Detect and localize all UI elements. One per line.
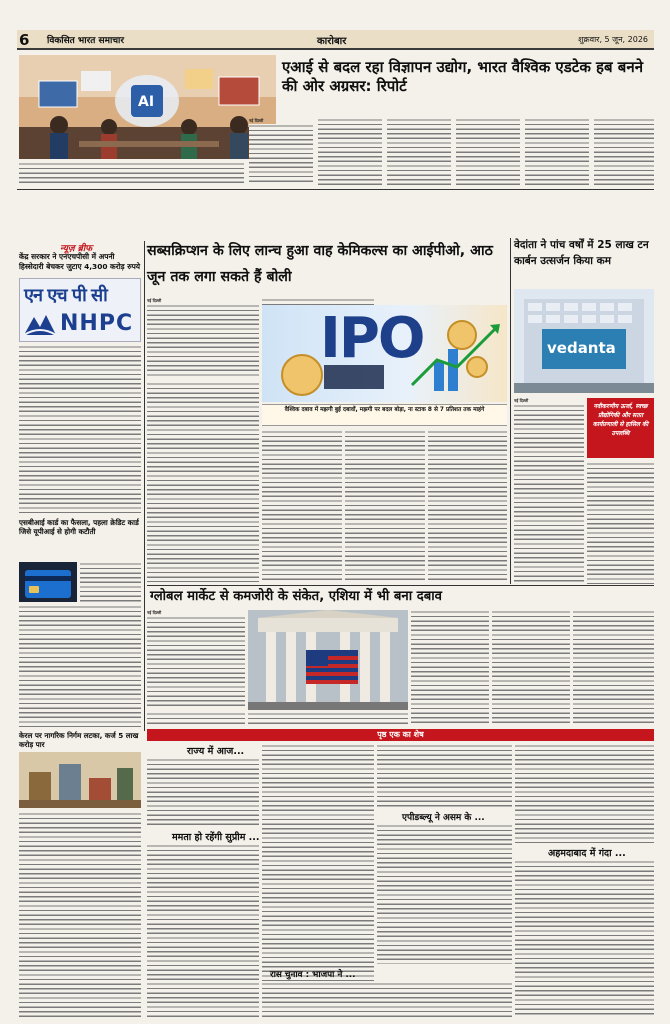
center-story-col-2 [262, 430, 342, 582]
ipo-illustration [262, 305, 507, 402]
cont-col3-sub: अहमदाबाद में गंदा ... [548, 848, 626, 859]
ipo-letters: IPO [320, 306, 424, 371]
nhpc-logo [19, 278, 141, 342]
section-name: कारोबार [317, 36, 347, 47]
cont-col2-sub1: एपीडब्ल्यू ने असम के ... [402, 813, 485, 823]
top-story-col-1 [249, 118, 313, 186]
kerala-body [19, 812, 141, 1017]
global-col-1b [147, 712, 245, 724]
vedanta-pullquote-text: नवीकरणीय ऊर्जा, स्वच्छ प्रौद्योगिकी और सतत कार्यप्रणाली से हासिल की उपलब्धि [592, 403, 649, 437]
sbi-card-body-right [80, 562, 141, 602]
left-column-rule [144, 241, 145, 731]
global-dateline: नई दिल्ली [147, 610, 162, 615]
top-story-left-text [19, 162, 244, 186]
global-col-3 [411, 610, 489, 724]
cont-col3-text-a [377, 744, 512, 808]
credit-card-icon [19, 562, 77, 602]
center-story-lead [147, 298, 259, 378]
sbi-card-body [19, 605, 141, 727]
vedanta-dateline: नई दिल्ली [514, 398, 529, 403]
sbi-card-image [19, 562, 77, 602]
kerala-headline: केरल पर नागरिक निर्गम लटका, कर्ज 5 लाख करोड़ पार [19, 731, 139, 750]
cont-col4-text-b [515, 860, 654, 1017]
issue-date: शुक्रवार, 5 जून, 2026 [578, 35, 648, 44]
publication-name: विकसित भारत समाचार [47, 36, 125, 46]
stock-exchange-building [248, 610, 408, 710]
svg-text:AI: AI [138, 94, 155, 110]
cont-col3-text-b [377, 824, 512, 964]
top-story-dateline: नई दिल्ली [249, 118, 264, 123]
ai-adtech-illustration [19, 55, 276, 159]
nhpc-logo-english: NHPC [60, 311, 134, 336]
cont-col1-text-a [147, 758, 259, 826]
center-story-col-1 [147, 382, 259, 582]
page-number: 6 [19, 31, 30, 49]
cont-col4-text-a [515, 744, 654, 844]
cont-col3-text-c [262, 982, 512, 1017]
top-story-headline: एआई से बदल रहा विज्ञापन उद्योग, भारत वैश्विक एडटेक हब बनने की ओर अग्रसर: रिपोर्ट [282, 58, 644, 95]
top-story-image [19, 55, 276, 159]
vedanta-col-1 [514, 398, 584, 584]
vedanta-image [514, 289, 654, 393]
vedanta-sign: vedanta [547, 339, 616, 357]
nhpc-logo-hindi: एन एच पी सी [24, 285, 107, 306]
center-story-subhead [262, 404, 507, 426]
global-col-4 [492, 610, 570, 724]
cont-col1-heading: राज्य में आज... [187, 746, 245, 757]
center-story-headline: सब्सक्रिप्शन के लिए लान्च हुआ वाह केमिकल्स का आईपीओ, आठ जून तक लगा सकते हैं बोली [147, 243, 493, 285]
nhpc-emblem-icon [22, 311, 58, 337]
nyse-image [248, 610, 408, 710]
top-story-col-5 [525, 118, 589, 186]
masthead [17, 30, 654, 50]
cont-col1-sub: ममता हो रहेंगी सुप्रीम ... [172, 832, 260, 843]
center-story-subhead-text: वैश्विक दबाव में मझगी बुई दबावों, मझगी पर बदल बोड़ा, ना स्टाक 8 से 7 प्रतिशत तक माहंगे [284, 407, 485, 413]
cont-col1-text-b [147, 844, 259, 1017]
global-market-headline: ग्लोबल मार्केट से कमजोरी के संकेत, एशिया में भी बना दबाव [150, 589, 443, 604]
top-story-col-4 [456, 118, 520, 186]
nhpc-body [19, 345, 141, 513]
sbi-card-headline: एसबीआई कार्ड का फैसला, पहला क्रेडिट कार्ड जिसे यूपीआई से होगी कटौती [19, 518, 139, 537]
news-brief-label: न्यूज़ ब्रीफ [60, 244, 93, 254]
top-story-col-2 [318, 118, 382, 186]
center-story-col-3 [345, 430, 425, 582]
divider [17, 189, 654, 190]
nyse-caption [248, 712, 408, 724]
global-col-1 [147, 610, 245, 710]
vedanta-pullquote [587, 398, 654, 458]
continued-banner: पृष्ठ एक का शेष [147, 729, 654, 741]
top-story-col-3 [387, 118, 451, 186]
global-col-5 [573, 610, 654, 724]
center-story-col-4 [428, 430, 507, 582]
kerala-image [19, 752, 141, 808]
divider [147, 585, 654, 586]
nhpc-headline: केंद्र सरकार ने एनएचपीसी में अपनी हिस्सेदारी बेचकर जुटाए 4,300 करोड़ रुपये [19, 252, 141, 271]
vedanta-headline: वेदांता ने पांच वर्षों में 25 लाख टन कार्बन उत्सर्जन किया कम [514, 239, 649, 267]
finance-illustration [19, 752, 141, 808]
center-story-dateline: नई दिल्ली [147, 298, 162, 303]
right-column-rule [510, 238, 511, 584]
cont-col2-sub2: रास चुनाव : भाजपा ने ... [270, 970, 356, 980]
vedanta-col-2 [587, 462, 654, 584]
top-story-col-6 [594, 118, 654, 186]
